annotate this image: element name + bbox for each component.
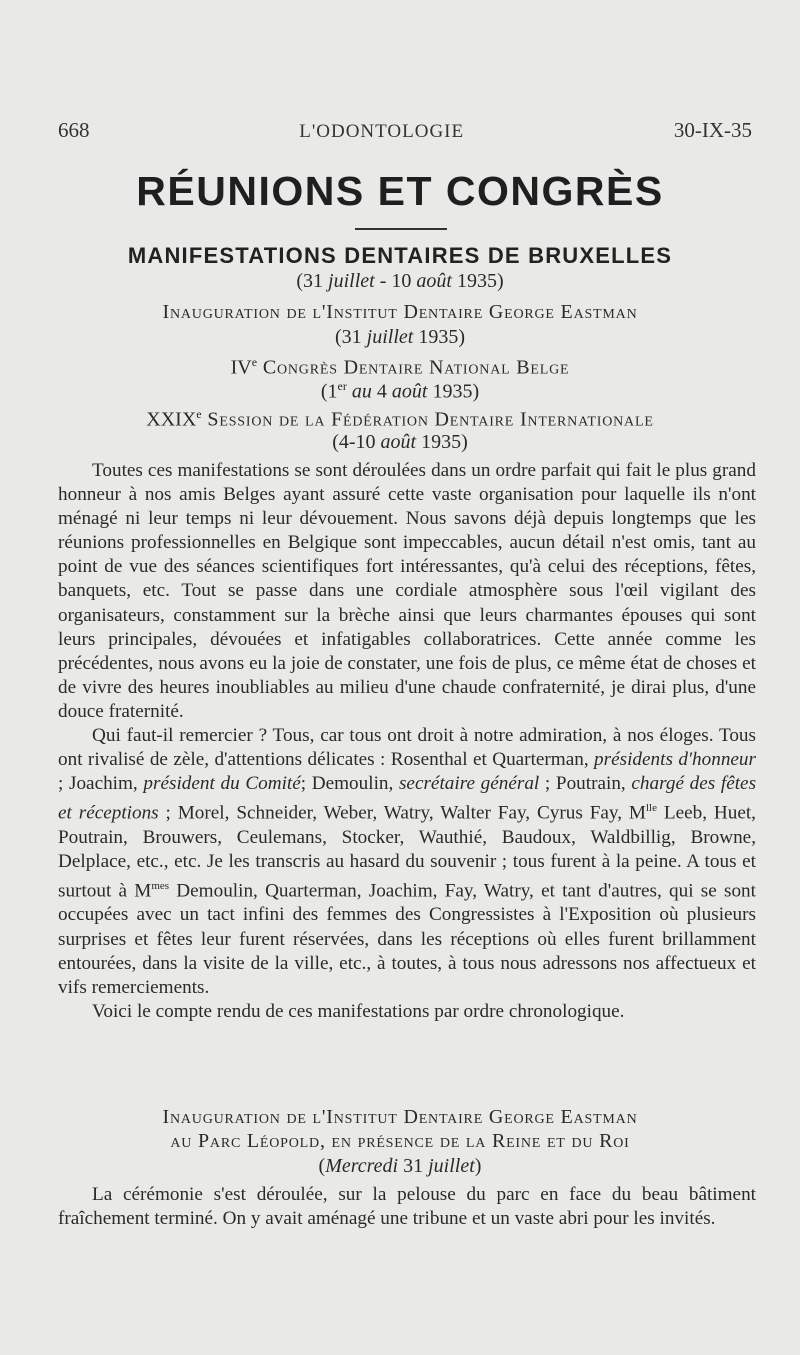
page-number: 668 bbox=[58, 118, 90, 142]
event-date-institute: (31 juillet 1935) bbox=[334, 326, 465, 348]
section-heading-line2: au Parc Léopold, en présence de la Reine et du Roi bbox=[170, 1130, 630, 1152]
body-paragraphs-1 bbox=[58, 459, 756, 1024]
journal-name: L'ODONTOLOGIE bbox=[299, 121, 465, 142]
title-divider bbox=[355, 228, 447, 230]
paragraph-thanks: Qui faut-il remercier ? Tous, car tous ont droit à notre admiration, à nos éloges. Tous ont rivalisé de zèle, d'attentions délicates : Rosenthal et Quarterman, présidents d'honneur ; Joachim, président du Comité; Demoulin, secrétaire général ; Poutrain, chargé des fêtes et réceptions ; Morel, Schneider, Weber, Watry, Walter Fay, Cyrus Fay, $M^{lle}$ Leeb, Huet, Poutrain, Brouwers, Ceulemans, Stocker, Wauthié, Baudoux, Waldbillig, Browne, Delplace, etc., etc. Je les transcris au hasard du souvenir ; tous furent à la peine. A tous et surtout à $M^{mes}$ Demoulin, Quarterman, Joachim, Fay, Watry, et tant d'autres, qui se sont occupées avec un tact infini des femmes des Congressistes à l'Exposition où plusieurs surprises et fêtes leur furent réservées, dans les réceptions où elles furent brillamment entourées, dans la visite de la ville, etc., à toutes, à tous nous adressons nos affectueux et vifs remerciements. bbox=[58, 725, 757, 998]
paragraph-chronology: Voici le compte rendu de ces manifestations par ordre chronologique. bbox=[92, 1000, 625, 1022]
event-date-congress: (1er au 4 août 1935) bbox=[320, 379, 480, 403]
event-date-fdi: (4-10 août 1935) bbox=[332, 431, 468, 453]
event-heading-institute: Inauguration de l'Institut Dentaire George Eastman bbox=[162, 301, 638, 323]
section-date: (Mercredi 31 juillet) bbox=[318, 1155, 482, 1177]
running-header bbox=[58, 118, 752, 143]
issue-date: 30-IX-35 bbox=[673, 118, 752, 142]
date-range: (31 juillet - 10 août 1935) bbox=[296, 270, 504, 292]
event-heading-congress: IVe Congrès Dentaire National Belge bbox=[230, 355, 570, 379]
paragraph-intro: Toutes ces manifestations se sont déroulées dans un ordre parfait qui fait le plus grand honneur à nos amis Belges ayant assuré cette vaste organisation pour laquelle ils n'ont ménagé ni leur temps ni leur dévouement. Nous savons déjà depuis longtemps que les réunions professionnelles en Belgique sont impeccables, aucun détail n'est omis, tant au point de vue des séances scientifiques fort intéressantes, qu'à celui des réceptions, fêtes, banquets, etc. Tout se passe dans une cordiale atmosphère sous l'œil vigilant des organisateurs, constamment sur la brèche ainsi que leurs charmantes épouses qui sont leurs principales, dévouées et infatigables collaboratrices. Cette année comme les précédentes, nous avons eu la joie de constater, une fois de plus, ce même état de choses et de vivre des heures inoubliables au milieu d'une chaude confraternité, je dirai plus, d'une douce fraternité. bbox=[58, 460, 756, 722]
page-title: RÉUNIONS ET CONGRÈS bbox=[136, 168, 664, 214]
section-heading-line1: Inauguration de l'Institut Dentaire George Eastman bbox=[162, 1106, 638, 1128]
body-paragraphs-2 bbox=[58, 1183, 756, 1231]
section-subtitle: MANIFESTATIONS DENTAIRES DE BRUXELLES bbox=[127, 243, 673, 268]
event-heading-fdi: XXIXe Session de la Fédération Dentaire Internationale bbox=[146, 407, 654, 431]
paragraph-ceremony: La cérémonie s'est déroulée, sur la pelouse du parc en face du beau bâtiment fraîchement terminé. On y avait aménagé une tribune et un vaste abri pour les invités. bbox=[58, 1184, 756, 1230]
